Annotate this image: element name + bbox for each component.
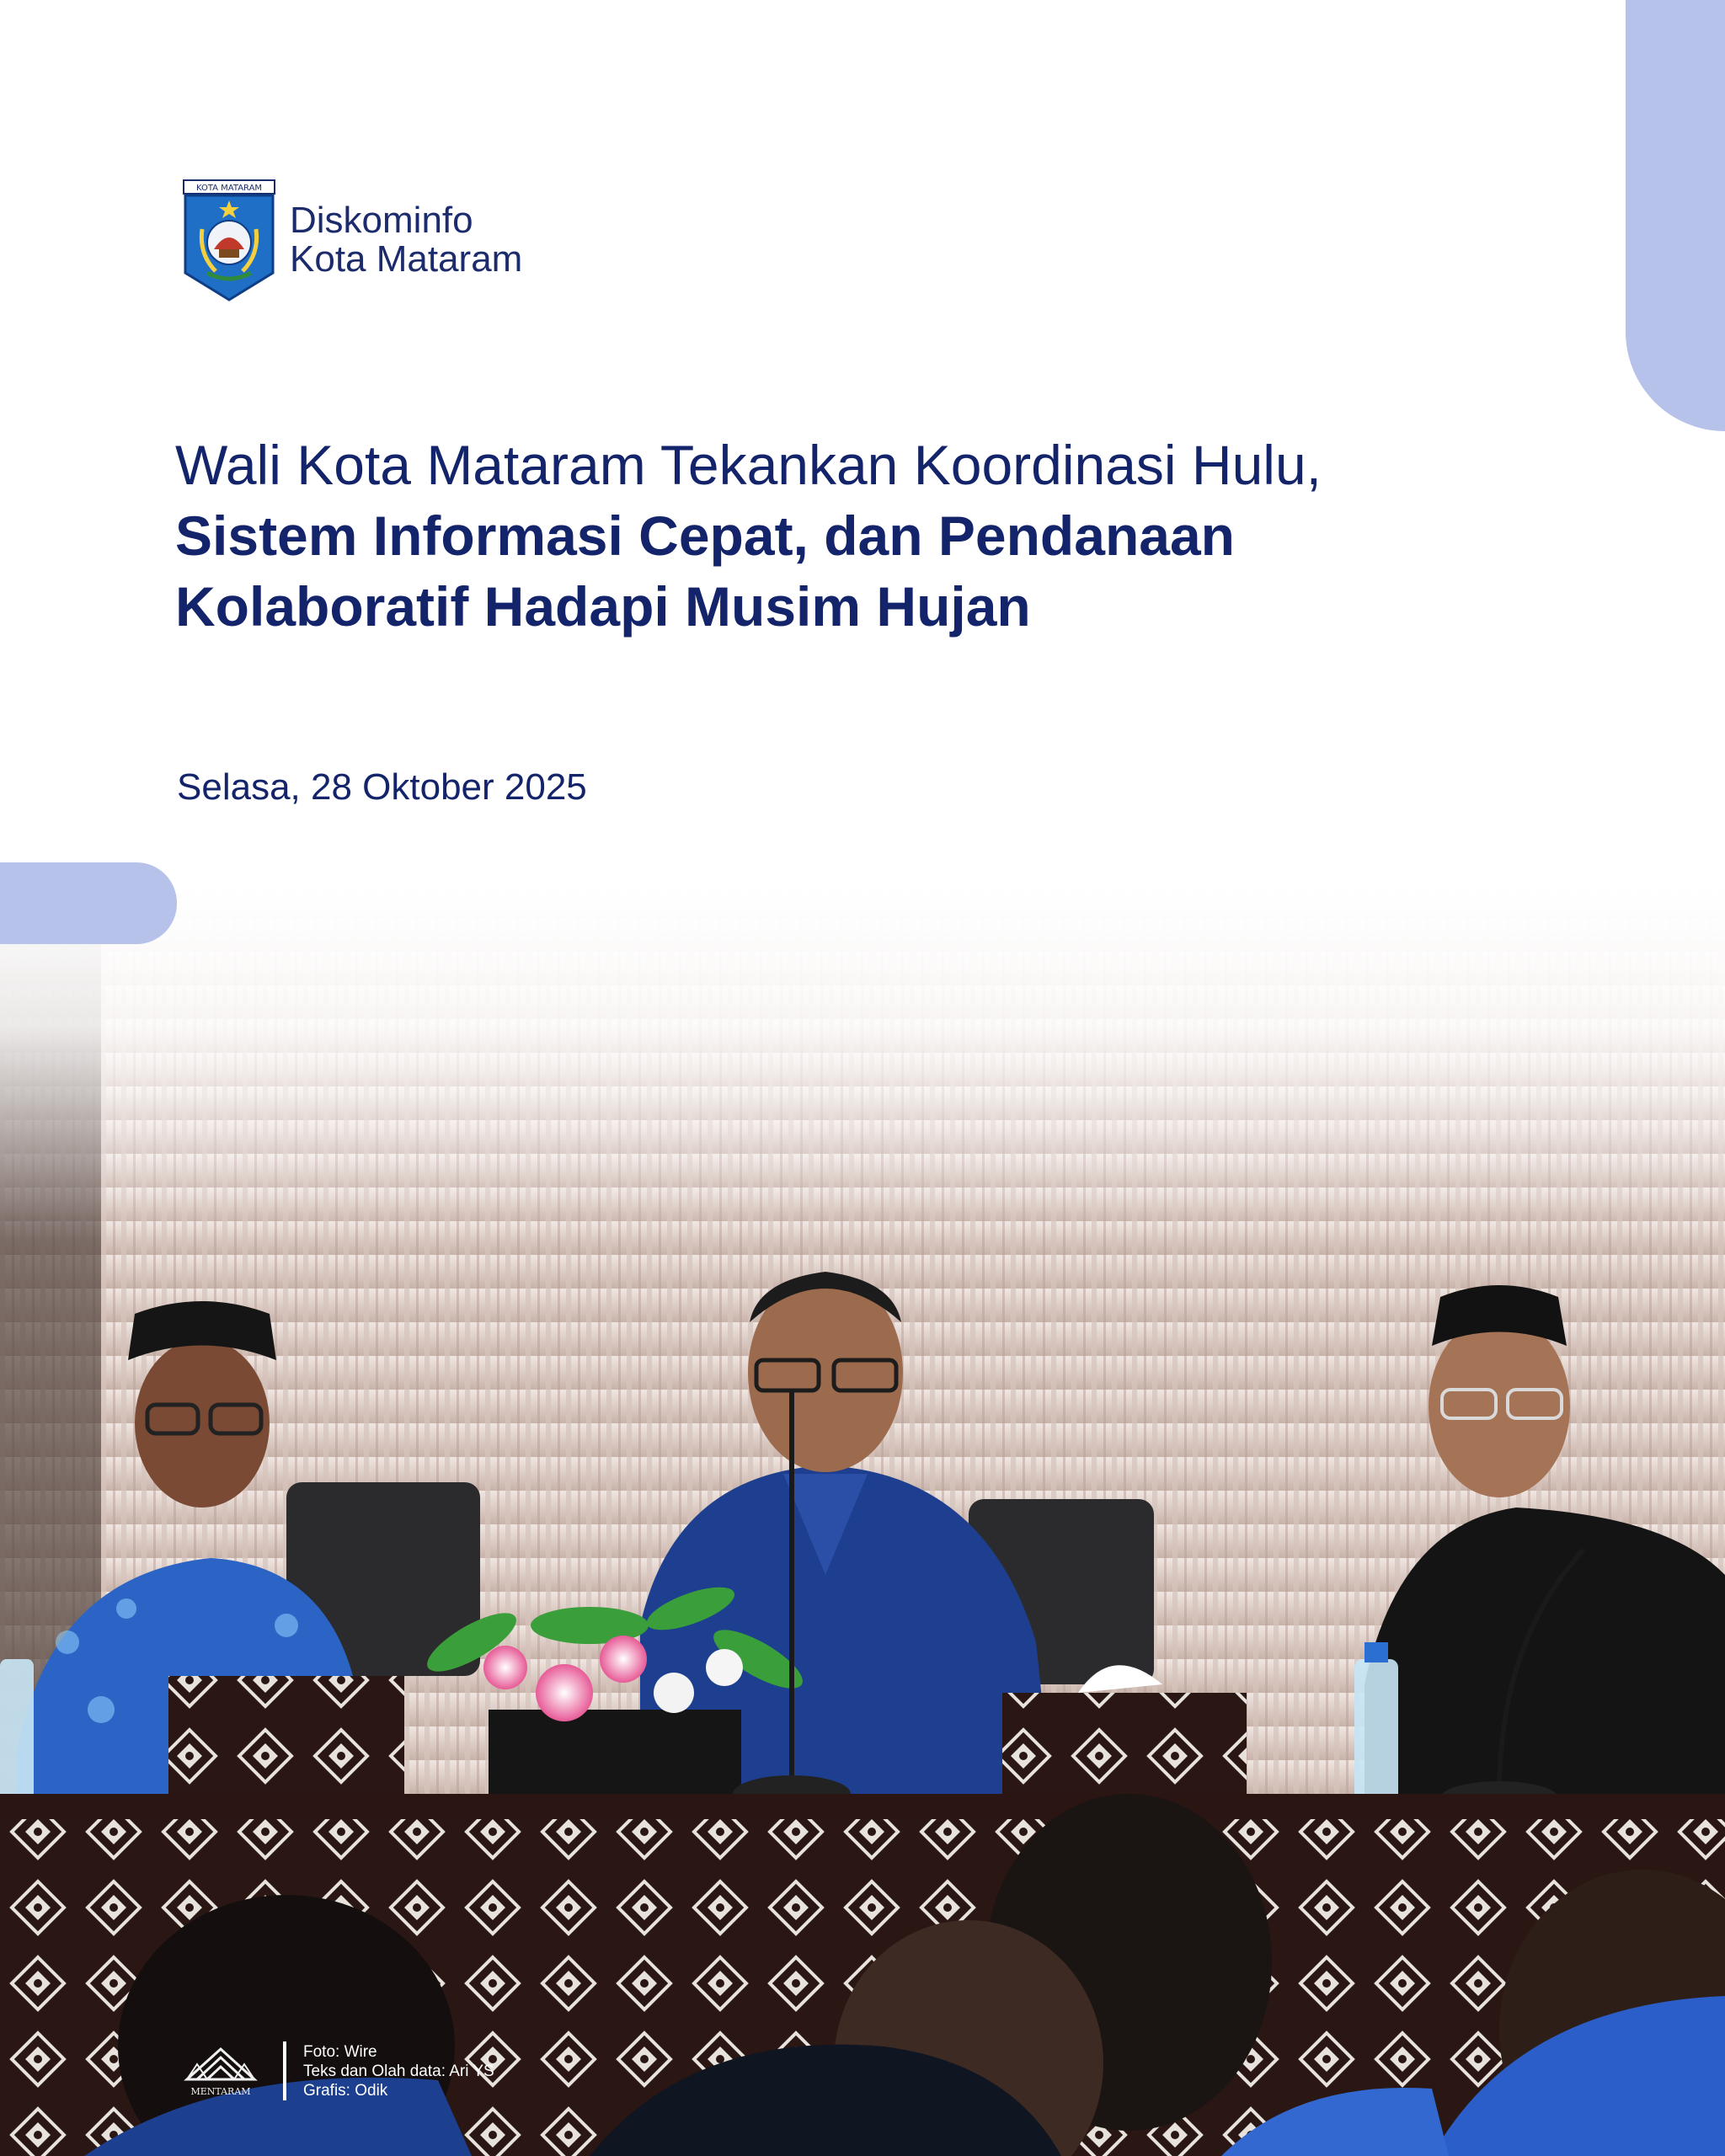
brand-name-line1: Diskominfo [290,200,473,241]
photo-credits [180,2041,494,2100]
credit-text [303,2042,494,2100]
meeting-photo [0,884,1725,2156]
svg-text:KOTA MATARAM: KOTA MATARAM [195,184,263,193]
headline-line-2: Sistem Informasi Cepat, dan Pendanaan [175,504,1235,567]
credit-divider [283,2041,286,2100]
kota-mataram-crest-logo [182,179,276,302]
decor-tab-left [0,862,177,944]
publish-date: Selasa, 28 Oktober 2025 [177,766,587,808]
brand-name [290,201,522,279]
headline [175,430,1557,642]
credit-text-data: Teks dan Olah data: Ari YS [303,2062,494,2080]
headline-line-3: Kolaboratif Hadapi Musim Hujan [175,575,1031,638]
brand-name-line2: Kota Mataram [290,238,523,280]
credit-photo: Foto: Wire [303,2042,377,2061]
credit-graphics: Grafis: Odik [303,2081,388,2100]
mentaram-logo [180,2042,261,2100]
brand-header [182,179,522,302]
svg-text:MENTARAM: MENTARAM [190,2086,251,2097]
headline-line-1: Wali Kota Mataram Tekankan Koordinasi Hulu, [175,434,1322,496]
photo-top-fade [0,884,1725,1238]
decor-tab-top-right [1626,0,1725,431]
